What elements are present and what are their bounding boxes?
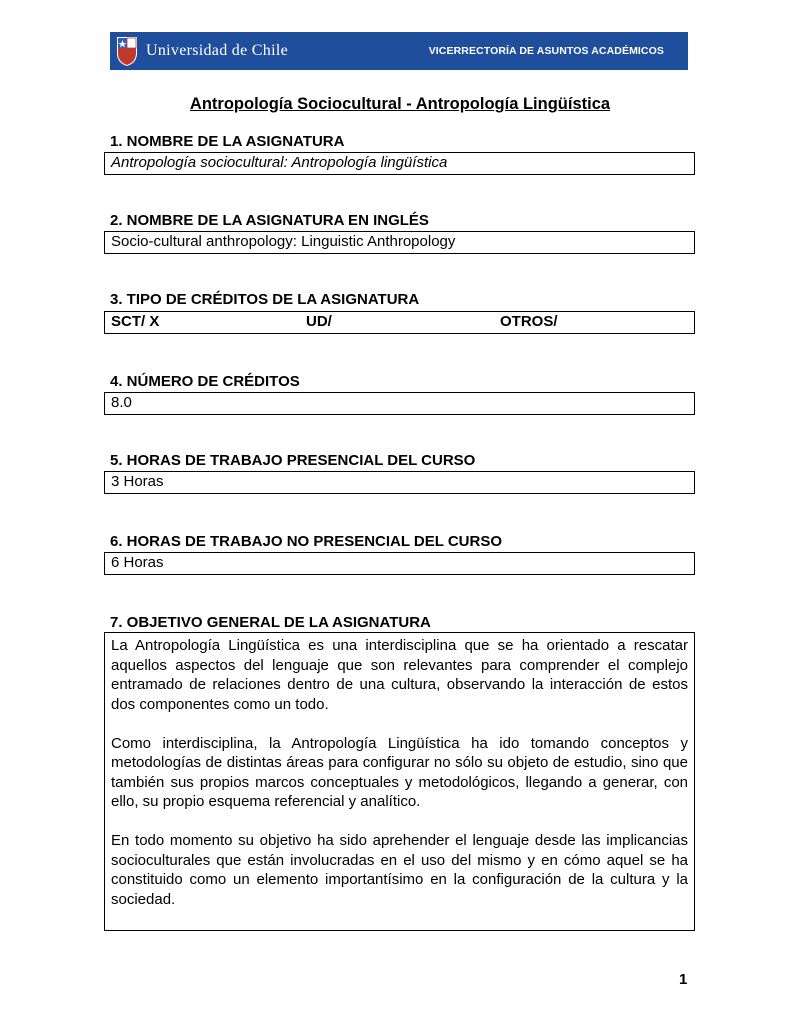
document-title: Antropología Sociocultural - Antropología Lingüística [189,95,611,113]
university-name: Universidad de Chile [146,42,288,59]
page-number: 1 [679,971,688,988]
objective-paragraph: En todo momento su objetivo ha sido aprehender el lenguaje desde las implicancias socioculturales que están involucradas en el uso del mismo y en cómo aquel se ha constituido como un elemento importantísimo en la configuración de la cultura y la sociedad. [111,832,688,908]
section-2-heading: 2. NOMBRE DE LA ASIGNATURA EN INGLÉS [110,212,429,229]
section-1-heading: 1. NOMBRE DE LA ASIGNATURA [110,133,345,150]
credit-type-otros: OTROS/ [500,313,558,330]
section-5-heading: 5. HORAS DE TRABAJO PRESENCIAL DEL CURSO [110,452,476,469]
section-4-heading: 4. NÚMERO DE CRÉDITOS [110,373,300,390]
section-4-value: 8.0 [104,392,695,415]
vicerrectoria-label: VICERRECTORÍA DE ASUNTOS ACADÉMICOS [428,45,664,57]
section-5-value: 3 Horas [104,471,695,494]
section-6-heading: 6. HORAS DE TRABAJO NO PRESENCIAL DEL CURSO [110,533,502,550]
section-7-heading: 7. OBJETIVO GENERAL DE LA ASIGNATURA [110,614,431,631]
university-shield-icon [115,35,139,67]
credit-type-row [104,311,695,334]
section-6-value: 6 Horas [104,552,695,575]
objective-text-box [104,632,695,931]
credit-type-sct: SCT/ X [111,313,160,330]
section-1-value: Antropología sociocultural: Antropología lingüística [104,152,695,175]
objective-paragraph: Como interdisciplina, la Antropología Lingüística ha ido tomando conceptos y metodologías de distintas áreas para configurar no sólo su objeto de estudio, sino que también sus propios marcos conceptuales y metodológicos, llegando a generar, con ello, su propio esquema referencial y analítico. [111,734,688,810]
section-3-heading: 3. TIPO DE CRÉDITOS DE LA ASIGNATURA [110,291,420,308]
section-2-value: Socio-cultural anthropology: Linguistic Anthropology [104,231,695,254]
header-banner [110,32,688,70]
credit-type-ud: UD/ [306,313,332,330]
objective-paragraph: La Antropología Lingüística es una interdisciplina que se ha orientado a rescatar aquellos aspectos del lenguaje que son relevantes para comprender el complejo entramado de relaciones dentro de una cultura, observando la interacción de estos dos componentes como un todo. [111,637,688,713]
